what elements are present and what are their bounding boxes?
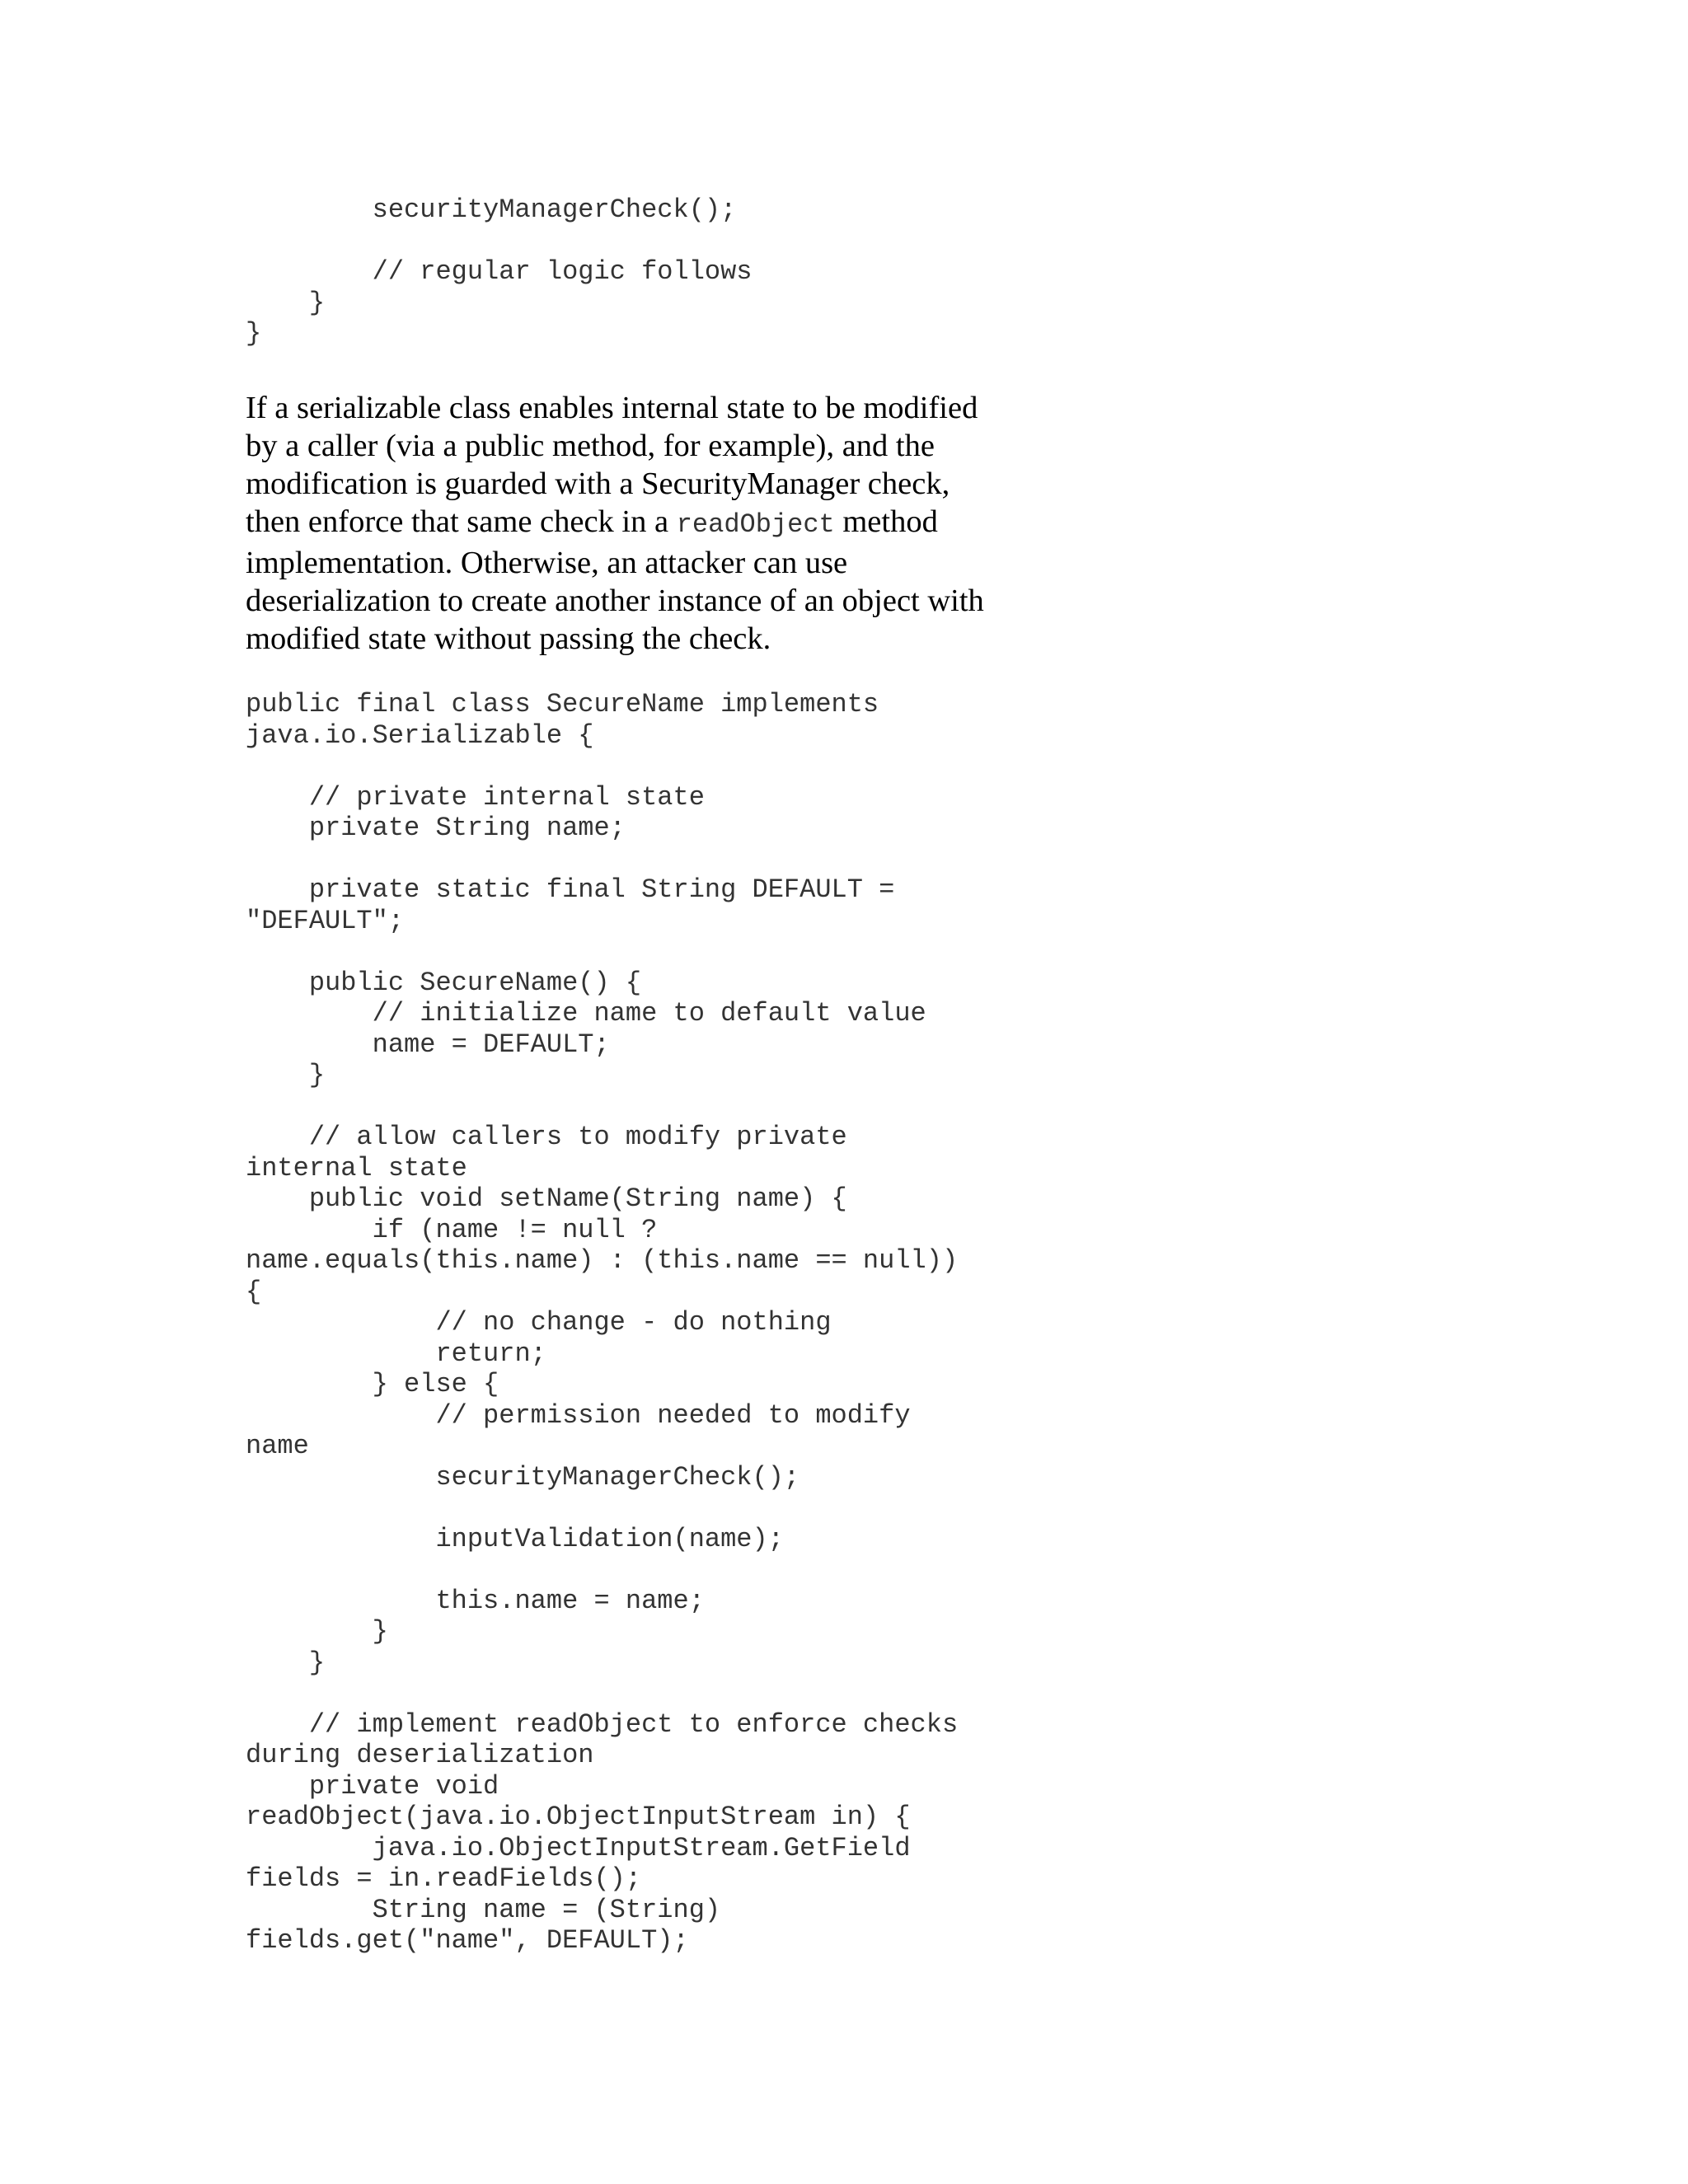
code-line: private void bbox=[246, 1770, 499, 1802]
code-line: fields.get("name", DEFAULT); bbox=[246, 1925, 689, 1956]
code-line: "DEFAULT"; bbox=[246, 905, 405, 936]
code-line: name bbox=[246, 1431, 309, 1461]
code-line bbox=[246, 751, 958, 782]
code-line bbox=[246, 936, 958, 968]
code-line: securityManagerCheck(); bbox=[246, 194, 737, 225]
code-line: fields = in.readFields(); bbox=[246, 1863, 642, 1894]
code-line: // permission needed to modify bbox=[246, 1399, 911, 1431]
code-line bbox=[246, 1493, 958, 1524]
paragraph-text: then enforce that same check in a bbox=[246, 504, 677, 539]
code-line: private static final String DEFAULT = bbox=[246, 874, 895, 905]
paragraph-line: implementation. Otherwise, an attacker can use bbox=[246, 546, 848, 580]
code-line: private String name; bbox=[246, 813, 626, 843]
code-line: } bbox=[246, 1616, 388, 1647]
code-line: if (name != null ? bbox=[246, 1214, 658, 1245]
code-line: during deserialization bbox=[246, 1740, 594, 1770]
code-line: } bbox=[246, 287, 326, 318]
code-line: java.io.ObjectInputStream.GetField bbox=[246, 1832, 911, 1863]
code-line: public final class SecureName implements bbox=[246, 689, 879, 719]
code-line: } bbox=[246, 1647, 326, 1678]
paragraph-line: deserialization to create another instance of an object with bbox=[246, 583, 984, 618]
code-line: String name = (String) bbox=[246, 1894, 721, 1925]
code-line: name.equals(this.name) : (this.name == null)) bbox=[246, 1245, 959, 1276]
code-line: java.io.Serializable { bbox=[246, 719, 594, 751]
code-line: // allow callers to modify private bbox=[246, 1122, 847, 1152]
code-line bbox=[246, 226, 753, 257]
code-line: // implement readObject to enforce checks bbox=[246, 1708, 959, 1740]
code-line bbox=[246, 1554, 958, 1586]
body-paragraph bbox=[246, 389, 1037, 658]
code-line: name = DEFAULT; bbox=[246, 1029, 610, 1060]
paragraph-line: If a serializable class enables internal state to be modified bbox=[246, 391, 978, 425]
code-line: // initialize name to default value bbox=[246, 998, 926, 1029]
paragraph-line bbox=[246, 503, 1037, 544]
code-block-securename bbox=[246, 689, 958, 1957]
code-line: // regular logic follows bbox=[246, 256, 753, 287]
code-block-top bbox=[246, 194, 753, 349]
code-line: public void setName(String name) { bbox=[246, 1183, 847, 1214]
code-line: // private internal state bbox=[246, 781, 705, 813]
code-line bbox=[246, 1678, 958, 1709]
code-line: { bbox=[246, 1276, 262, 1307]
inline-code-readobject: readObject bbox=[676, 509, 835, 540]
code-line: this.name = name; bbox=[246, 1585, 705, 1616]
code-line: public SecureName() { bbox=[246, 967, 642, 998]
paragraph-line: modified state without passing the check. bbox=[246, 621, 771, 656]
code-line: } bbox=[246, 1060, 326, 1090]
paragraph-text: method bbox=[834, 504, 938, 539]
code-line: internal state bbox=[246, 1152, 467, 1183]
code-line bbox=[246, 844, 958, 875]
code-line: inputValidation(name); bbox=[246, 1523, 784, 1554]
paragraph-line: modification is guarded with a SecurityManager check, bbox=[246, 466, 950, 501]
paragraph-line: by a caller (via a public method, for example), and the bbox=[246, 429, 935, 463]
code-line: securityManagerCheck(); bbox=[246, 1461, 800, 1493]
code-line: return; bbox=[246, 1338, 546, 1369]
code-line: readObject(java.io.ObjectInputStream in) { bbox=[246, 1802, 911, 1832]
code-line: } else { bbox=[246, 1369, 499, 1399]
code-line bbox=[246, 1091, 958, 1122]
code-line: } bbox=[246, 318, 262, 349]
code-line: // no change - do nothing bbox=[246, 1307, 832, 1338]
